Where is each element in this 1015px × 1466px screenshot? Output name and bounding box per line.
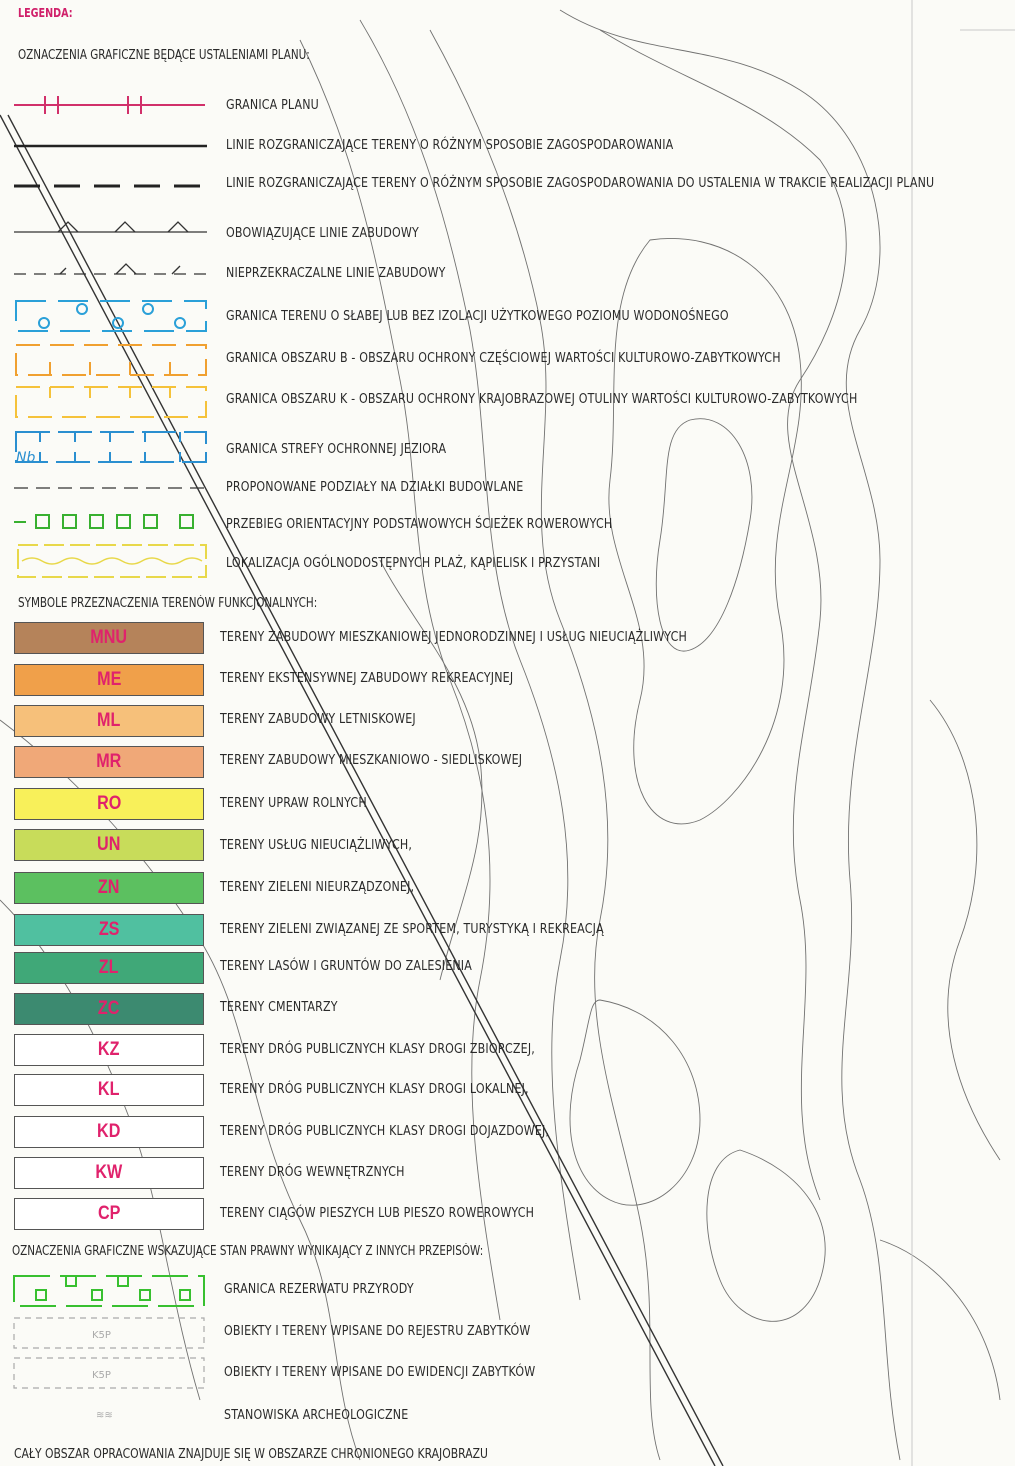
symbol-swatch-zc	[14, 993, 204, 1025]
symbol-swatch-kl	[14, 1074, 204, 1106]
other-label-1: OBIEKTY I TERENY WPISANE DO REJESTRU ZABYTKÓW	[224, 1323, 531, 1339]
symbol-label-kl: TERENY DRÓG PUBLICZNYCH KLASY DROGI LOKALNEJ,	[220, 1081, 529, 1097]
reserve-border-symbol	[14, 1276, 204, 1306]
section-header-other: OZNACZENIA GRAFICZNE WSKAZUJĄCE STAN PRAWNY WYNIKAJĄCY Z INNYCH PRZEPISÓW:	[12, 1244, 484, 1259]
line-symbols	[0, 0, 220, 590]
symbol-swatch-zn	[14, 872, 204, 904]
line-label-4: NIEPRZEKRACZALNE LINIE ZABUDOWY	[226, 265, 446, 281]
symbol-label-kd: TERENY DRÓG PUBLICZNYCH KLASY DROGI DOJAZDOWEJ,	[220, 1123, 550, 1139]
zone-b-border-symbol	[16, 345, 206, 375]
line-label-9: PROPONOWANE PODZIAŁY NA DZIAŁKI BUDOWLANE	[226, 479, 524, 495]
nonexceed-building-line-symbol	[14, 264, 207, 274]
symbol-code: MR	[96, 751, 122, 772]
evidence-monuments-symbol	[14, 1358, 204, 1388]
symbol-code: UN	[97, 834, 121, 855]
symbol-code: CP	[97, 1203, 121, 1224]
symbol-swatch-un	[14, 829, 204, 861]
symbol-label-mr: TERENY ZABUDOWY MIESZKANIOWO - SIEDLISKOWEJ	[220, 752, 523, 768]
archaeological-site-symbol	[96, 1410, 113, 1421]
bike-path-symbol	[14, 515, 193, 528]
symbol-code: RO	[96, 793, 122, 814]
symbol-code: KD	[97, 1121, 121, 1142]
symbol-swatch-zs	[14, 914, 204, 946]
line-label-8: GRANICA STREFY OCHRONNEJ JEZIORA	[226, 441, 447, 457]
symbol-label-zn: TERENY ZIELENI NIEURZĄDZONEJ,	[220, 879, 415, 895]
section-header-symbols: SYMBOLE PRZEZNACZENIA TERENÓW FUNKCJONALNYCH:	[18, 596, 318, 611]
symbol-label-mnu: TERENY ZABUDOWY MIESZKANIOWEJ JEDNORODZINNEJ I USŁUG NIEUCIĄŻLIWYCH	[220, 629, 687, 645]
symbol-label-zs: TERENY ZIELENI ZWIĄZANEJ ZE SPORTEM, TURYSTYKĄ I REKREACJĄ	[220, 921, 604, 937]
symbol-swatch-cp	[14, 1198, 204, 1230]
symbol-label-zl: TERENY LASÓW I GRUNTÓW DO ZALESIENIA	[220, 958, 472, 974]
mandatory-building-line-symbol	[14, 222, 207, 232]
line-label-1: LINIE ROZGRANICZAJĄCE TERENY O RÓŻNYM SPOSOBIE ZAGOSPODAROWANIA	[226, 137, 674, 153]
line-label-0: GRANICA PLANU	[226, 97, 319, 113]
symbol-swatch-kd	[14, 1116, 204, 1148]
symbol-swatch-mnu	[14, 622, 204, 654]
symbol-swatch-zl	[14, 952, 204, 984]
symbol-code: ZN	[98, 877, 120, 898]
other-label-0: GRANICA REZERWATU PRZYRODY	[224, 1281, 414, 1297]
symbol-label-ro: TERENY UPRAW ROLNYCH	[220, 795, 367, 811]
line-label-10: PRZEBIEG ORIENTACYJNY PODSTAWOWYCH ŚCIEŻEK ROWEROWYCH	[226, 516, 613, 532]
line-label-11: LOKALIZACJA OGÓLNODOSTĘPNYCH PLAŻ, KĄPIELISK I PRZYSTANI	[226, 555, 601, 571]
symbol-swatch-me	[14, 664, 204, 696]
register-monuments-symbol	[14, 1318, 204, 1348]
symbol-label-kz: TERENY DRÓG PUBLICZNYCH KLASY DROGI ZBIORCZEJ,	[220, 1041, 535, 1057]
other-label-3: STANOWISKA ARCHEOLOGICZNE	[224, 1407, 409, 1423]
symbol-swatch-mr	[14, 746, 204, 778]
symbol-label-ml: TERENY ZABUDOWY LETNISKOWEJ	[220, 711, 416, 727]
symbol-code: ZC	[98, 998, 120, 1019]
aquifer-border-symbol	[16, 301, 206, 331]
symbol-label-kw: TERENY DRÓG WEWNĘTRZNYCH	[220, 1164, 405, 1180]
other-label-2: OBIEKTY I TERENY WPISANE DO EWIDENCJI ZABYTKÓW	[224, 1364, 536, 1380]
symbol-code: ZS	[98, 919, 120, 940]
line-label-7: GRANICA OBSZARU K - OBSZARU OCHRONY KRAJOBRAZOWEJ OTULINY WARTOŚCI KULTUROWO-ZABYTKOWYCH	[226, 391, 858, 407]
line-label-2: LINIE ROZGRANICZAJĄCE TERENY O RÓŻNYM SPOSOBIE ZAGOSPODAROWANIA DO USTALENIA W TRAKCIE REALIZACJI PLANU	[226, 175, 935, 191]
legend-title: LEGENDA:	[18, 6, 73, 20]
symbol-label-un: TERENY USŁUG NIEUCIĄŻLIWYCH,	[220, 837, 413, 853]
plan-border-symbol	[14, 96, 205, 114]
symbol-label-zc: TERENY CMENTARZY	[220, 999, 338, 1015]
other-symbols	[0, 1260, 220, 1430]
symbol-swatch-kz	[14, 1034, 204, 1066]
footer-note: CAŁY OBSZAR OPRACOWANIA ZNAJDUJE SIĘ W OBSZARZE CHRONIONEGO KRAJOBRAZU	[14, 1446, 488, 1462]
symbol-swatch-ml	[14, 705, 204, 737]
symbol-code: KW	[95, 1162, 123, 1183]
symbol-code: ZL	[99, 957, 119, 978]
zone-k-border-symbol	[16, 387, 206, 417]
symbol-code: ML	[97, 710, 121, 731]
symbol-swatch-ro	[14, 788, 204, 820]
beach-symbol	[18, 545, 206, 577]
symbol-label-me: TERENY EKSTENSYWNEJ ZABUDOWY REKREACYJNEJ	[220, 670, 514, 686]
symbol-code: KZ	[98, 1039, 120, 1060]
svg-text:K5P: K5P	[92, 1370, 111, 1381]
handwritten-note: Nb	[16, 450, 36, 466]
symbol-code: ME	[96, 669, 122, 690]
lake-zone-border-symbol	[16, 432, 206, 462]
symbol-swatch-kw	[14, 1157, 204, 1189]
section-header-plan: OZNACZENIA GRAFICZNE BĘDĄCE USTALENIAMI PLANU:	[18, 48, 310, 63]
svg-text:K5P: K5P	[92, 1330, 111, 1341]
symbol-label-cp: TERENY CIĄGÓW PIESZYCH LUB PIESZO ROWEROWYCH	[220, 1205, 535, 1221]
symbol-code: MNU	[90, 627, 128, 648]
line-label-5: GRANICA TERENU O SŁABEJ LUB BEZ IZOLACJI UŻYTKOWEGO POZIOMU WODONOŚNEGO	[226, 308, 729, 324]
svg-text:≋≋: ≋≋	[96, 1410, 113, 1421]
line-label-3: OBOWIĄZUJĄCE LINIE ZABUDOWY	[226, 225, 419, 241]
symbol-code: KL	[98, 1079, 120, 1100]
line-label-6: GRANICA OBSZARU B - OBSZARU OCHRONY CZĘŚCIOWEJ WARTOŚCI KULTUROWO-ZABYTKOWYCH	[226, 350, 781, 366]
